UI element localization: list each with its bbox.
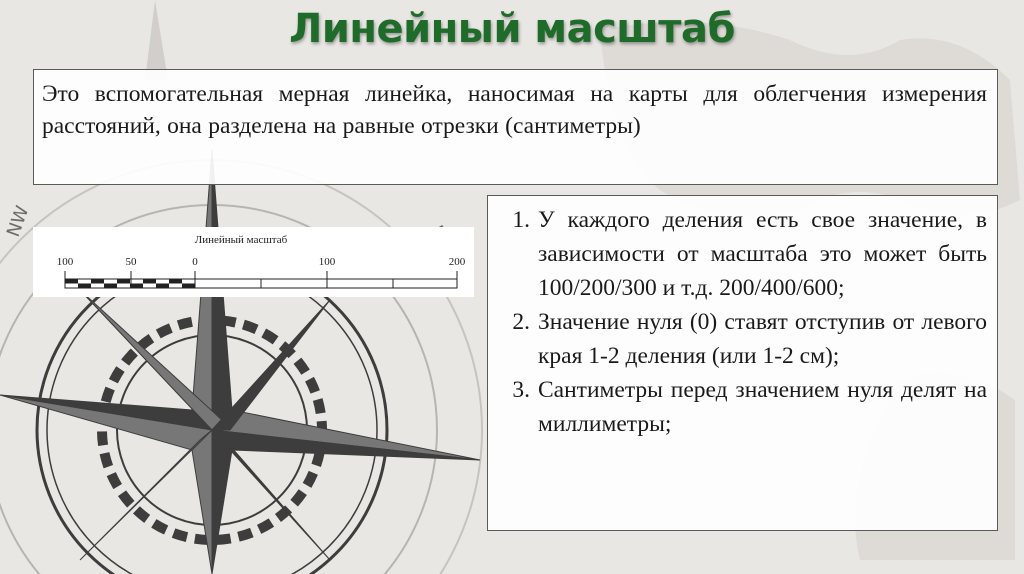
linear-scale-drawing [33,227,474,297]
scale-caption: Линейный масштаб [194,234,288,246]
scale-label-100-left: 100 [56,256,74,268]
scale-label-100-right: 100 [318,256,336,268]
scale-label-50: 50 [125,256,137,268]
linear-scale-image [33,227,474,297]
nw-label: NW [2,203,34,240]
page-title: Линейный масштаб [289,6,735,52]
rule-text: Значение нуля (0) ставят отступив от левого края 1-2 деления (или 1-2 см); [538,309,987,369]
rules-list [494,203,987,441]
scale-label-0: 0 [192,256,198,268]
rule-number: 3. [512,377,530,403]
rule-text: У каждого деления есть свое значение, в зависимости от масштаба это может быть 100/200/300 и т.д. 200/400/600; [538,207,987,301]
scale-label-200: 200 [448,256,466,268]
rule-item [494,203,987,305]
definition-box [33,69,998,185]
rules-box [487,195,998,531]
rule-item [494,373,987,441]
rule-item [494,305,987,373]
rule-number: 1. [512,207,530,233]
rule-number: 2. [512,309,530,335]
definition-text: Это вспомогательная мерная линейка, наносимая на карты для облегчения измерения расстояний, она разделена на равные отрезки (сантиметры) [42,81,987,139]
rule-text: Сантиметры перед значением нуля делят на миллиметры; [538,377,987,437]
